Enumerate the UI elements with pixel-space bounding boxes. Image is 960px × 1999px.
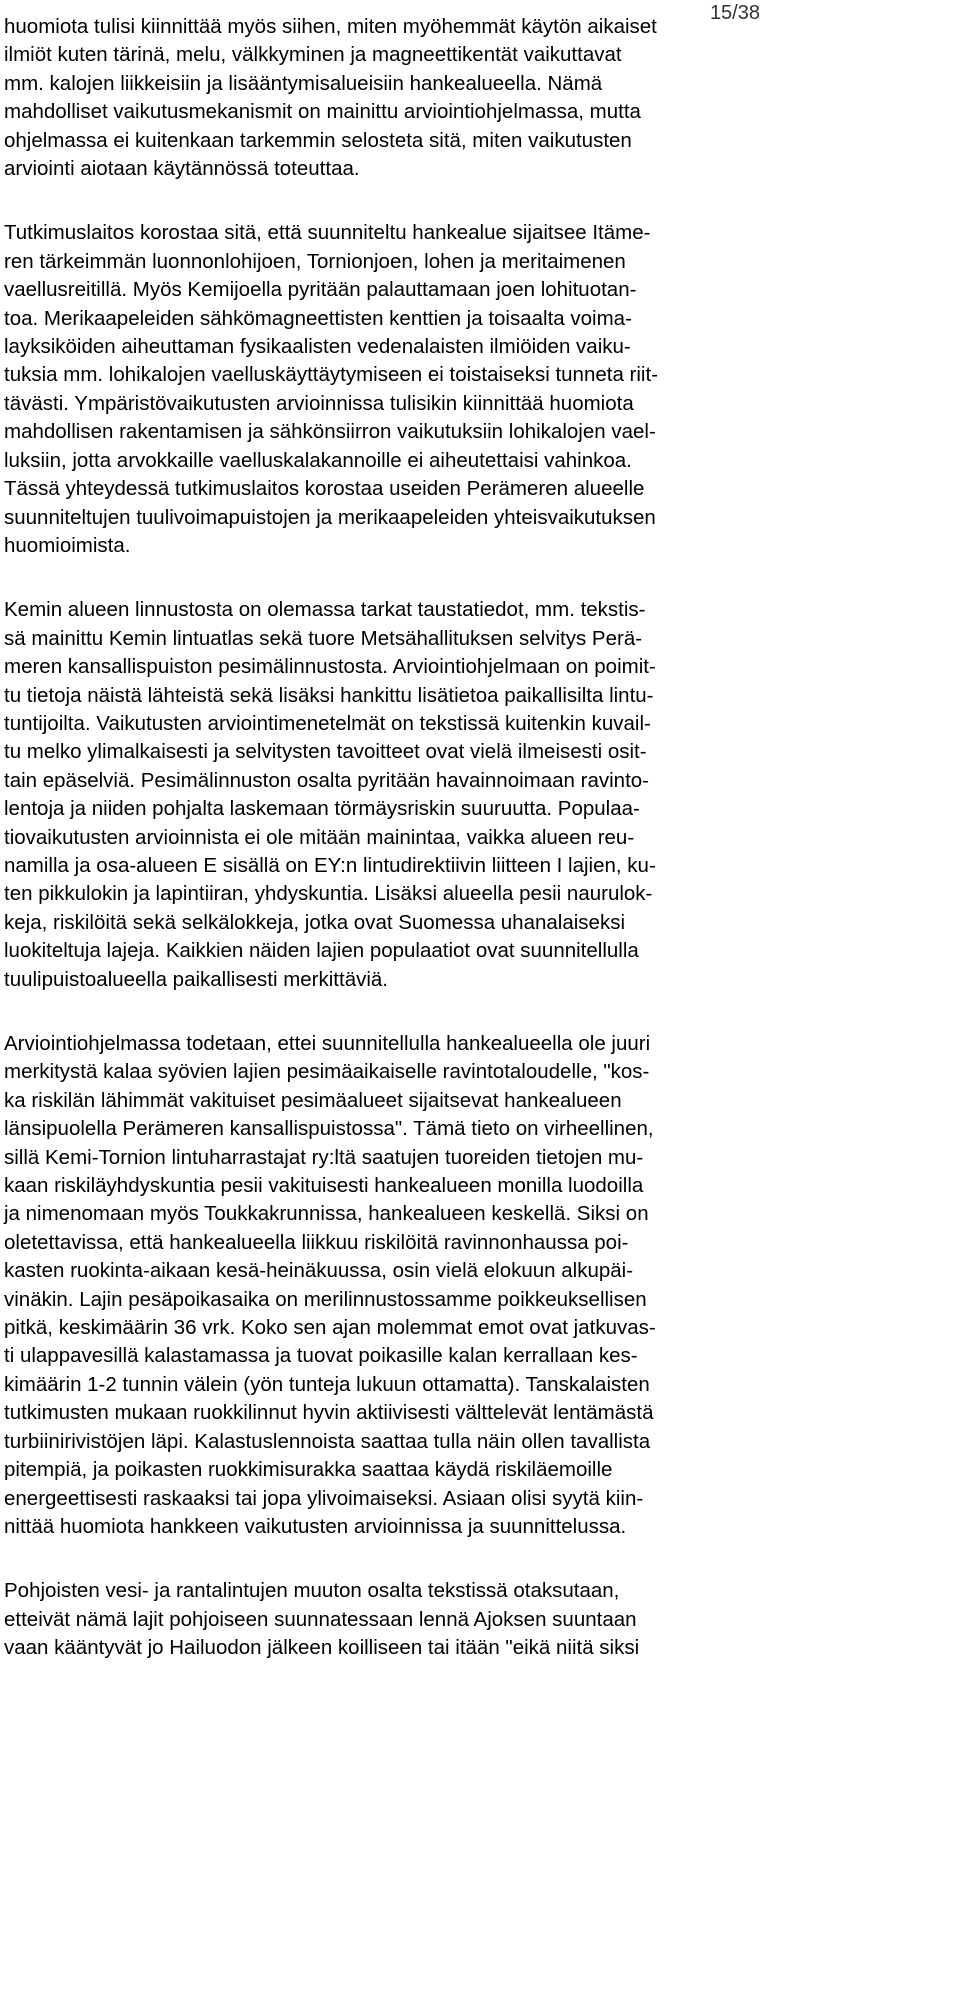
text-line: arviointi aiotaan käytännössä toteuttaa. bbox=[4, 157, 360, 181]
text-line: sillä Kemi-Tornion lintuharrastajat ry:ltä saatujen tuoreiden tietojen mu- bbox=[4, 1145, 644, 1169]
text-line: mahdolliset vaikutusmekanismit on mainittu arviointiohjelmassa, mutta bbox=[4, 100, 641, 124]
text-line: vaan kääntyvät jo Hailuodon jälkeen koilliseen tai itään "eikä niitä siksi bbox=[4, 1636, 640, 1660]
text-line: lentoja ja niiden pohjalta laskemaan törmäysriskin suuruutta. Populaa- bbox=[4, 797, 640, 821]
text-line: Tässä yhteydessä tutkimuslaitos korostaa useiden Perämeren alueelle bbox=[4, 477, 645, 501]
text-line: tiovaikutusten arvioinnista ei ole mitään mainintaa, vaikka alueen reu- bbox=[4, 825, 635, 849]
text-line: meren kansallispuiston pesimälinnustosta. Arviointiohjelmaan on poimit- bbox=[4, 655, 656, 679]
text-line: turbiinirivistöjen läpi. Kalastuslennoista saattaa tulla näin ollen tavallista bbox=[4, 1429, 651, 1453]
text-line: sä mainittu Kemin lintuatlas sekä tuore Metsähallituksen selvitys Perä- bbox=[4, 626, 643, 650]
text-line: huomiota tulisi kiinnittää myös siihen, miten myöhemmät käytön aikaiset bbox=[4, 15, 657, 38]
text-line: tu melko ylimalkaisesti ja selvitysten tavoitteet ovat vielä ilmeisesti osit- bbox=[4, 740, 647, 764]
text-line: toa. Merikaapeleiden sähkömagneettisten kenttien ja toisaalta voima- bbox=[4, 306, 632, 330]
text-line: ten pikkulokin ja lapintiiran, yhdyskuntia. Lisäksi alueella pesii naurulok- bbox=[4, 882, 653, 906]
text-line: suunniteltujen tuulivoimapuistojen ja merikaapeleiden yhteisvaikutuksen bbox=[4, 505, 656, 529]
text-line: tain epäselviä. Pesimälinnuston osalta pyritään havainnoimaan ravinto- bbox=[4, 768, 649, 792]
text-line: luokiteltuja lajeja. Kaikkien näiden lajien populaatiot ovat suunnitellulla bbox=[4, 939, 639, 963]
text-line: pitempiä, ja poikasten ruokkimisurakka saattaa käydä riskiläemoille bbox=[4, 1458, 613, 1482]
text-line: layksiköiden aiheuttaman fysikaalisten vedenalaisten ilmiöiden vaiku- bbox=[4, 335, 631, 359]
text-line: kimäärin 1-2 tunnin välein (yön tunteja lukuun ottamatta). Tanskalaisten bbox=[4, 1372, 650, 1396]
text-line: pitkä, keskimäärin 36 vrk. Koko sen ajan molemmat emot ovat jatkuvas- bbox=[4, 1316, 656, 1340]
text-line: oletettavissa, että hankealueella liikkuu riskilöitä ravinnonhaussa poi- bbox=[4, 1230, 629, 1254]
text-line: ka riskilän lähimmät vakituiset pesimäalueet sijaitsevat hankealueen bbox=[4, 1088, 622, 1112]
text-line: ti ulappavesillä kalastamassa ja tuovat poikasille kalan kerrallaan kes- bbox=[4, 1344, 638, 1368]
document-body bbox=[4, 13, 756, 1663]
text-line: etteivät nämä lajit pohjoiseen suunnatessaan lennä Ajoksen suuntaan bbox=[4, 1607, 637, 1631]
text-line: merkitystä kalaa syövien lajien pesimäaikaiselle ravintotaloudelle, "kos- bbox=[4, 1060, 650, 1084]
text-line: Kemin alueen linnustosta on olemassa tarkat taustatiedot, mm. tekstis- bbox=[4, 598, 646, 622]
text-line: Pohjoisten vesi- ja rantalintujen muuton osalta tekstissä otaksutaan, bbox=[4, 1579, 620, 1603]
text-line: vaellusreitillä. Myös Kemijoella pyritään palauttamaan joen lohituotan- bbox=[4, 278, 637, 302]
text-line: energeettisesti raskaaksi tai jopa ylivoimaiseksi. Asiaan olisi syytä kiin- bbox=[4, 1486, 644, 1510]
text-line: tuntijoilta. Vaikutusten arviointimenetelmät on tekstissä kuitenkin kuvail- bbox=[4, 711, 651, 735]
paragraph-kemi-birdlife bbox=[4, 596, 756, 994]
paragraph-caspian-tern bbox=[4, 1030, 756, 1541]
paragraph-research-institute-salmon bbox=[4, 219, 756, 560]
text-line: vinäkin. Lajin pesäpoikasaika on merilinnustossamme poikkeuksellisen bbox=[4, 1287, 647, 1311]
text-line: ohjelmassa ei kuitenkaan tarkemmin selosteta sitä, miten vaikutusten bbox=[4, 128, 632, 152]
page-number: 15/38 bbox=[709, 2, 760, 24]
text-line: tuksia mm. lohikalojen vaelluskäyttäytymiseen ei toistaiseksi tunneta riit- bbox=[4, 363, 658, 387]
text-line: luksiin, jotta arvokkaille vaelluskalakannoille ei aiheutettaisi vahinkoa. bbox=[4, 448, 632, 472]
text-line: kasten ruokinta-aikaan kesä-heinäkuussa, osin vielä elokuun alkupäi- bbox=[4, 1259, 634, 1283]
text-line: keja, riskilöitä sekä selkälokkeja, jotka ovat Suomessa uhanalaiseksi bbox=[4, 910, 626, 934]
text-line: nittää huomiota hankkeen vaikutusten arvioinnissa ja suunnittelussa. bbox=[4, 1514, 627, 1538]
text-line: Arviointiohjelmassa todetaan, ettei suunnitellulla hankealueella ole juuri bbox=[4, 1032, 651, 1055]
text-line: ja nimenomaan myös Toukkakrunnissa, hankealueen keskellä. Siksi on bbox=[4, 1202, 649, 1226]
text-line: tävästi. Ympäristövaikutusten arvioinnissa tulisikin kiinnittää huomiota bbox=[4, 391, 634, 415]
text-line: tutkimusten mukaan ruokkilinnut hyvin aktiivisesti välttelevät lentämästä bbox=[4, 1401, 654, 1425]
text-line: ren tärkeimmän luonnonlohijoen, Tornionjoen, lohen ja meritaimenen bbox=[4, 249, 626, 273]
text-line: mahdollisen rakentamisen ja sähkönsiirron vaikutuksiin lohikalojen vael- bbox=[4, 420, 656, 444]
text-line: länsipuolella Perämeren kansallispuistossa". Tämä tieto on virheellinen, bbox=[4, 1117, 654, 1141]
text-line: ilmiöt kuten tärinä, melu, välkkyminen ja magneettikentät vaikuttavat bbox=[4, 43, 622, 67]
text-line: kaan riskiläyhdyskuntia pesii vakituisesti hankealueen monilla luodoilla bbox=[4, 1174, 644, 1198]
text-line: Tutkimuslaitos korostaa sitä, että suunniteltu hankealue sijaitsee Itäme- bbox=[4, 221, 651, 245]
text-line: tu tietoja näistä lähteistä sekä lisäksi hankittu lisätietoa paikallisilta lintu- bbox=[4, 683, 654, 707]
text-line: namilla ja osa-alueen E sisällä on EY:n lintudirektiivin liitteen I lajien, ku- bbox=[4, 853, 656, 877]
paragraph-northern-migration bbox=[4, 1577, 756, 1662]
text-line: huomioimista. bbox=[4, 533, 131, 557]
text-line: mm. kalojen liikkeisiin ja lisääntymisalueisiin hankealueella. Nämä bbox=[4, 71, 603, 95]
text-line: tuulipuistoalueella paikallisesti merkittäviä. bbox=[4, 967, 388, 991]
paragraph-fish-impacts-intro bbox=[4, 13, 756, 183]
